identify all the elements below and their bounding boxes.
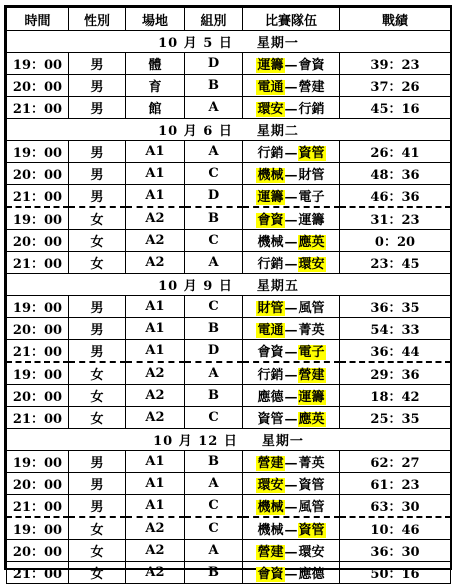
teams-cell [243, 362, 340, 385]
time-cell: 20：00 [7, 540, 69, 562]
team-b: 電子 [298, 190, 325, 205]
teams-cell [243, 407, 340, 429]
match-row [7, 252, 451, 274]
group-cell: C [185, 407, 243, 429]
time-cell: 21：00 [7, 407, 69, 429]
time-cell: 20：00 [7, 318, 69, 340]
group-cell: A [185, 252, 243, 274]
team-a: 營建 [257, 456, 284, 471]
header-time: 時間 [7, 8, 69, 31]
date-row [7, 119, 451, 141]
venue-cell: A2 [126, 540, 185, 562]
header-group: 組別 [185, 8, 243, 31]
match-row [7, 296, 451, 318]
gender-cell: 男 [69, 296, 126, 318]
match-row [7, 230, 451, 252]
match-row [7, 562, 451, 584]
group-cell: B [185, 207, 243, 230]
match-row [7, 53, 451, 75]
team-b: 資管 [298, 478, 325, 493]
team-separator: — [284, 168, 298, 183]
group-cell: A [185, 97, 243, 119]
score-cell: 36：35 [340, 296, 451, 318]
venue-cell: A2 [126, 230, 185, 252]
venue-cell: A1 [126, 318, 185, 340]
team-separator: — [284, 545, 298, 560]
venue-cell: 館 [126, 97, 185, 119]
venue-cell: 育 [126, 75, 185, 97]
date-label: 10 月 6 日 [158, 124, 233, 139]
gender-cell: 女 [69, 362, 126, 385]
group-cell: B [185, 318, 243, 340]
team-separator: — [284, 345, 298, 360]
date-cell [7, 119, 451, 141]
weekday-label: 星期一 [256, 36, 299, 51]
gender-cell: 男 [69, 340, 126, 363]
team-a: 機械 [257, 168, 284, 183]
match-row [7, 340, 451, 363]
match-row [7, 385, 451, 407]
match-row [7, 540, 451, 562]
team-a: 機械 [257, 235, 284, 250]
group-cell: D [185, 340, 243, 363]
venue-cell: A1 [126, 163, 185, 185]
team-separator: — [284, 80, 298, 95]
venue-cell: A2 [126, 252, 185, 274]
time-cell: 19：00 [7, 296, 69, 318]
match-row [7, 362, 451, 385]
group-cell: B [185, 385, 243, 407]
team-separator: — [284, 146, 298, 161]
date-label: 10 月 5 日 [158, 36, 233, 51]
match-row [7, 318, 451, 340]
date-cell [7, 274, 451, 296]
time-cell: 19：00 [7, 141, 69, 163]
team-separator: — [284, 323, 298, 338]
date-cell [7, 31, 451, 53]
team-separator: — [284, 567, 298, 582]
time-cell: 20：00 [7, 163, 69, 185]
group-cell: B [185, 75, 243, 97]
score-cell: 10：46 [340, 517, 451, 540]
group-cell: C [185, 495, 243, 518]
teams-cell [243, 318, 340, 340]
time-cell: 19：00 [7, 451, 69, 473]
team-b: 電子 [298, 345, 325, 360]
gender-cell: 男 [69, 473, 126, 495]
venue-cell: A2 [126, 362, 185, 385]
score-cell: 54：33 [340, 318, 451, 340]
team-separator: — [284, 257, 298, 272]
gender-cell: 男 [69, 318, 126, 340]
venue-cell: 體 [126, 53, 185, 75]
team-separator: — [284, 523, 298, 538]
score-cell: 31：23 [340, 207, 451, 230]
group-cell: A [185, 540, 243, 562]
match-row [7, 141, 451, 163]
teams-cell [243, 252, 340, 274]
team-a: 機械 [257, 523, 284, 538]
team-a: 機械 [257, 500, 284, 515]
venue-cell: A1 [126, 495, 185, 518]
team-a: 電通 [257, 323, 284, 338]
header-venue: 場地 [126, 8, 185, 31]
gender-cell: 男 [69, 495, 126, 518]
match-row [7, 517, 451, 540]
teams-cell [243, 163, 340, 185]
match-row [7, 451, 451, 473]
match-row [7, 75, 451, 97]
team-a: 環安 [257, 102, 284, 117]
time-cell: 19：00 [7, 362, 69, 385]
team-a: 電通 [257, 80, 284, 95]
venue-cell: A2 [126, 385, 185, 407]
team-b: 行銷 [298, 102, 325, 117]
time-cell: 21：00 [7, 252, 69, 274]
team-separator: — [284, 412, 298, 427]
time-cell: 21：00 [7, 185, 69, 208]
teams-cell [243, 385, 340, 407]
teams-cell [243, 207, 340, 230]
schedule-table [6, 7, 451, 584]
teams-cell [243, 340, 340, 363]
teams-cell [243, 230, 340, 252]
team-a: 會資 [257, 567, 284, 582]
gender-cell: 男 [69, 163, 126, 185]
team-separator: — [284, 500, 298, 515]
gender-cell: 女 [69, 407, 126, 429]
team-a: 行銷 [257, 257, 284, 272]
venue-cell: A1 [126, 340, 185, 363]
score-cell: 36：30 [340, 540, 451, 562]
group-cell: C [185, 163, 243, 185]
team-b: 應英 [298, 235, 325, 250]
group-cell: A [185, 473, 243, 495]
team-b: 會資 [298, 58, 325, 73]
team-b: 風管 [298, 301, 325, 316]
match-row [7, 407, 451, 429]
team-b: 營建 [298, 80, 325, 95]
team-b: 環安 [298, 257, 325, 272]
venue-cell: A1 [126, 473, 185, 495]
match-row [7, 495, 451, 518]
time-cell: 19：00 [7, 207, 69, 230]
time-cell: 20：00 [7, 473, 69, 495]
score-cell: 46：36 [340, 185, 451, 208]
weekday-label: 星期二 [256, 124, 299, 139]
venue-cell: A1 [126, 451, 185, 473]
date-label: 10 月 9 日 [158, 279, 233, 294]
group-cell: C [185, 230, 243, 252]
team-separator: — [284, 58, 298, 73]
date-row [7, 274, 451, 296]
team-b: 應德 [298, 567, 325, 582]
gender-cell: 女 [69, 540, 126, 562]
venue-cell: A2 [126, 517, 185, 540]
schedule-body [7, 31, 451, 584]
gender-cell: 男 [69, 75, 126, 97]
header-gender: 性別 [69, 8, 126, 31]
team-separator: — [284, 390, 298, 405]
team-a: 營建 [257, 545, 284, 560]
score-cell: 61：23 [340, 473, 451, 495]
score-cell: 29：36 [340, 362, 451, 385]
teams-cell [243, 495, 340, 518]
team-a: 財管 [257, 301, 284, 316]
score-cell: 23：45 [340, 252, 451, 274]
teams-cell [243, 562, 340, 584]
team-b: 資管 [298, 146, 325, 161]
team-b: 資管 [298, 523, 325, 538]
team-separator: — [284, 190, 298, 205]
match-row [7, 185, 451, 208]
teams-cell [243, 185, 340, 208]
match-row [7, 163, 451, 185]
venue-cell: A2 [126, 207, 185, 230]
score-cell: 18：42 [340, 385, 451, 407]
team-separator: — [284, 456, 298, 471]
score-cell: 36：44 [340, 340, 451, 363]
team-separator: — [284, 368, 298, 383]
venue-cell: A2 [126, 562, 185, 584]
gender-cell: 男 [69, 97, 126, 119]
venue-cell: A1 [126, 141, 185, 163]
score-cell: 50：16 [340, 562, 451, 584]
score-cell: 48：36 [340, 163, 451, 185]
team-b: 營建 [298, 368, 325, 383]
team-a: 會資 [257, 213, 284, 228]
date-label: 10 月 12 日 [153, 434, 238, 449]
teams-cell [243, 451, 340, 473]
team-b: 運籌 [298, 390, 325, 405]
date-row [7, 31, 451, 53]
gender-cell: 男 [69, 53, 126, 75]
gender-cell: 男 [69, 185, 126, 208]
team-a: 行銷 [257, 146, 284, 161]
time-cell: 20：00 [7, 385, 69, 407]
gender-cell: 女 [69, 252, 126, 274]
time-cell: 21：00 [7, 97, 69, 119]
weekday-label: 星期五 [256, 279, 299, 294]
score-cell: 62：27 [340, 451, 451, 473]
match-row [7, 473, 451, 495]
header-result: 戰績 [340, 8, 451, 31]
team-separator: — [284, 102, 298, 117]
score-cell: 25：35 [340, 407, 451, 429]
team-b: 運籌 [298, 213, 325, 228]
team-a: 應德 [257, 390, 284, 405]
gender-cell: 男 [69, 141, 126, 163]
team-b: 環安 [298, 545, 325, 560]
group-cell: B [185, 562, 243, 584]
team-b: 風管 [298, 500, 325, 515]
score-cell: 63：30 [340, 495, 451, 518]
team-b: 財管 [298, 168, 325, 183]
time-cell: 19：00 [7, 53, 69, 75]
team-separator: — [284, 478, 298, 493]
score-cell: 39：23 [340, 53, 451, 75]
gender-cell: 女 [69, 385, 126, 407]
group-cell: B [185, 451, 243, 473]
team-b: 菁英 [298, 456, 325, 471]
time-cell: 19：00 [7, 517, 69, 540]
score-cell: 0：20 [340, 230, 451, 252]
time-cell: 21：00 [7, 340, 69, 363]
gender-cell: 女 [69, 207, 126, 230]
schedule-sheet [4, 5, 452, 582]
team-a: 會資 [257, 345, 284, 360]
time-cell: 20：00 [7, 230, 69, 252]
teams-cell [243, 473, 340, 495]
time-cell: 21：00 [7, 562, 69, 584]
teams-cell [243, 517, 340, 540]
header-row [7, 8, 451, 31]
time-cell: 20：00 [7, 75, 69, 97]
teams-cell [243, 296, 340, 318]
group-cell: A [185, 141, 243, 163]
gender-cell: 女 [69, 230, 126, 252]
date-cell [7, 429, 451, 451]
gender-cell: 女 [69, 562, 126, 584]
team-b: 應英 [298, 412, 325, 427]
weekday-label: 星期一 [261, 434, 304, 449]
group-cell: D [185, 53, 243, 75]
teams-cell [243, 75, 340, 97]
team-a: 資管 [257, 412, 284, 427]
time-cell: 21：00 [7, 495, 69, 518]
team-a: 行銷 [257, 368, 284, 383]
venue-cell: A1 [126, 185, 185, 208]
team-separator: — [284, 235, 298, 250]
teams-cell [243, 53, 340, 75]
group-cell: D [185, 185, 243, 208]
teams-cell [243, 540, 340, 562]
match-row [7, 97, 451, 119]
teams-cell [243, 141, 340, 163]
group-cell: C [185, 296, 243, 318]
header-teams: 比賽隊伍 [243, 8, 340, 31]
score-cell: 26：41 [340, 141, 451, 163]
group-cell: A [185, 362, 243, 385]
team-b: 菁英 [298, 323, 325, 338]
date-row [7, 429, 451, 451]
team-separator: — [284, 301, 298, 316]
venue-cell: A1 [126, 296, 185, 318]
team-separator: — [284, 213, 298, 228]
team-a: 運籌 [257, 58, 284, 73]
score-cell: 37：26 [340, 75, 451, 97]
teams-cell [243, 97, 340, 119]
team-a: 環安 [257, 478, 284, 493]
match-row [7, 207, 451, 230]
team-a: 運籌 [257, 190, 284, 205]
gender-cell: 男 [69, 451, 126, 473]
gender-cell: 女 [69, 517, 126, 540]
group-cell: C [185, 517, 243, 540]
score-cell: 45：16 [340, 97, 451, 119]
venue-cell: A2 [126, 407, 185, 429]
